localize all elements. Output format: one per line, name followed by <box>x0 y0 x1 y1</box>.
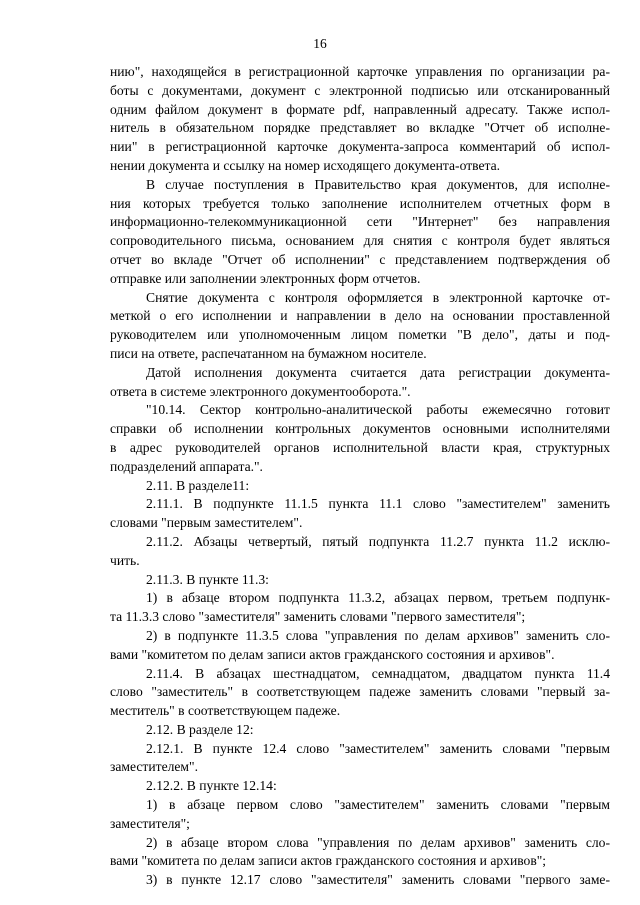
text-line: ответа в системе электронного документооборота.". <box>110 383 411 399</box>
text-line: меткой о его исполнении и направлении в дело на основании проставленной <box>110 308 610 324</box>
text-line: информационно-телекоммуникационной сети "Интернет" без направления <box>110 214 610 230</box>
text-line: 1) в абзаце втором подпункта 11.3.2, абзацах первом, третьем подпунк- <box>146 590 610 606</box>
text-line: словами "первым заместителем". <box>110 515 303 531</box>
text-line: 2.11.4. В абзацах шестнадцатом, семнадцатом, двадцатом пункта 11.4 <box>146 665 610 681</box>
text-line: 2.11.1. В подпункте 11.1.5 пункта 11.1 слово "заместителем" заменить <box>146 496 610 512</box>
text-line: боты с документами, документ с электронной подписью или отсканированный <box>110 82 610 98</box>
text-line: нении документа и ссылку на номер исходящего документа-ответа. <box>110 157 501 173</box>
text-line: меститель" в соответствующем падеже. <box>110 703 341 719</box>
text-line: заместителя"; <box>110 815 190 831</box>
text-line: нию", находящейся в регистрационной карточке управления по организации ра- <box>110 64 610 79</box>
text-line: 2) в подпункте 11.3.5 слова "управления по делам архивов" заменить сло- <box>146 627 610 643</box>
text-line: 1) в абзаце первом слово "заместителем" заменить словами "первым <box>146 797 610 813</box>
text-line: Снятие документа с контроля оформляется в электронной карточке от- <box>146 289 610 305</box>
text-line: 2.12.1. В пункте 12.4 слово "заместителем" заменить словами "первым <box>146 740 610 756</box>
text-line: Датой исполнения документа считается дата регистрации документа- <box>146 364 610 380</box>
text-line: отправке или заполнении электронных форм отчетов. <box>110 270 421 286</box>
text-line: вами "комитета по делам записи актов гражданского состояния и архивов"; <box>110 853 547 869</box>
text-line: справки об исполнении контрольных документов основными исполнителями <box>110 421 610 437</box>
text-line: одним файлом документ в формате pdf, направленный адресату. Также испол- <box>110 101 610 117</box>
text-line: нии" в регистрационной карточке документа-запроса комментарий об испол- <box>110 139 610 155</box>
text-line: "10.14. Сектор контрольно-аналитической работы ежемесячно готовит <box>146 402 610 418</box>
text-line: 2.11.2. Абзацы четвертый, пятый подпункта 11.2.7 пункта 11.2 исклю- <box>146 533 610 549</box>
text-line: заместителем". <box>110 759 198 775</box>
text-line: руководителем или уполномоченным лицом пометки "В дело", даты и под- <box>110 327 610 343</box>
document-body <box>110 63 610 890</box>
text-line: слово "заместитель" в соответствующем падеже заменить словами "первый за- <box>110 684 610 700</box>
text-line: 2) в абзаце втором слова "управления по делам архивов" заменить сло- <box>146 834 610 850</box>
text-line: 2.12.2. В пункте 12.14: <box>146 778 277 794</box>
text-line: 2.12. В разделе 12: <box>146 721 254 737</box>
page-number: 16 <box>313 36 327 51</box>
text-line: 3) в пункте 12.17 слово "заместителя" заменить словами "первого заме- <box>146 872 610 888</box>
text-line: подразделений аппарата.". <box>110 458 263 474</box>
text-line: в адрес руководителей органов исполнительной власти края, структурных <box>110 439 610 455</box>
text-line: писи на ответе, распечатанном на бумажном носителе. <box>110 345 427 361</box>
text-line: та 11.3.3 слово "заместителя" заменить словами "первого заместителя"; <box>110 609 526 625</box>
text-line: вами "комитетом по делам записи актов гражданского состояния и архивов". <box>110 646 555 662</box>
text-line: сопроводительного письма, основанием для снятия с контроля будет являться <box>110 233 610 249</box>
text-line: чить. <box>110 552 140 568</box>
text-line: нитель в обязательном порядке представляет во вкладке "Отчет об исполне- <box>110 120 610 136</box>
text-line: В случае поступления в Правительство края документов, для исполне- <box>146 176 610 192</box>
text-line: 2.11.3. В пункте 11.3: <box>146 571 269 587</box>
text-line: 2.11. В разделе11: <box>146 477 250 493</box>
text-line: ния которых требуется только заполнение исполнителем отчетных форм в <box>110 195 610 211</box>
text-line: отчет во вкладе "Отчет об исполнении" с представлением подтверждения об <box>110 251 610 267</box>
